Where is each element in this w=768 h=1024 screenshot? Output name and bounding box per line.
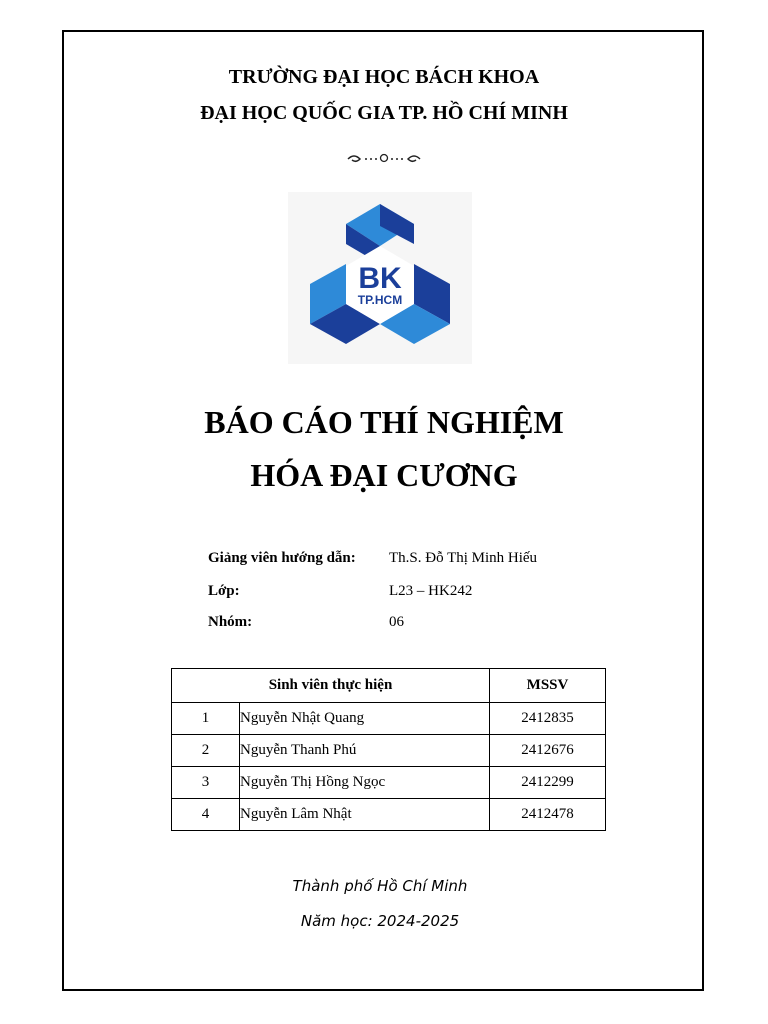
national-university-name: ĐẠI HỌC QUỐC GIA TP. HỒ CHÍ MINH: [200, 102, 568, 124]
instructor-value: Th.S. Đỗ Thị Minh Hiếu: [389, 550, 538, 566]
student-name: Nguyễn Thanh Phú: [240, 735, 490, 767]
row-index: 4: [172, 799, 240, 831]
student-name: Nguyễn Thị Hồng Ngọc: [240, 767, 490, 799]
student-id: 2412478: [490, 799, 606, 831]
divider-ornament: [0, 148, 768, 173]
row-index: 2: [172, 735, 240, 767]
instructor-label: Giảng viên hướng dẫn:: [208, 550, 356, 566]
student-name: Nguyễn Lâm Nhật: [240, 799, 490, 831]
page-border: [62, 30, 704, 991]
row-index: 1: [172, 703, 240, 735]
table-row: [172, 735, 606, 767]
university-name: TRƯỜNG ĐẠI HỌC BÁCH KHOA: [228, 66, 540, 88]
member-table: [171, 668, 606, 831]
table-header-row: [172, 669, 606, 703]
header-student: Sinh viên thực hiện: [172, 669, 490, 703]
logo-text-main: BK: [358, 262, 402, 295]
student-id: 2412299: [490, 767, 606, 799]
table-row: [172, 767, 606, 799]
header-student-id: MSSV: [490, 669, 606, 703]
footer-city: Thành phố Hồ Chí Minh: [292, 877, 468, 895]
group-value: 06: [389, 614, 404, 630]
class-label: Lớp:: [208, 583, 240, 599]
university-logo: [288, 192, 472, 364]
report-subject: HÓA ĐẠI CƯƠNG: [250, 457, 518, 493]
student-name: Nguyễn Nhật Quang: [240, 703, 490, 735]
table-row: [172, 703, 606, 735]
group-label: Nhóm:: [208, 614, 253, 630]
table-row: [172, 799, 606, 831]
student-id: 2412676: [490, 735, 606, 767]
student-id: 2412835: [490, 703, 606, 735]
logo-text-sub: TP.HCM: [357, 293, 403, 307]
class-value: L23 – HK242: [389, 583, 473, 599]
row-index: 3: [172, 767, 240, 799]
footer-school-year: Năm học: 2024-2025: [300, 912, 460, 930]
report-title: BÁO CÁO THÍ NGHIỆM: [204, 404, 564, 440]
